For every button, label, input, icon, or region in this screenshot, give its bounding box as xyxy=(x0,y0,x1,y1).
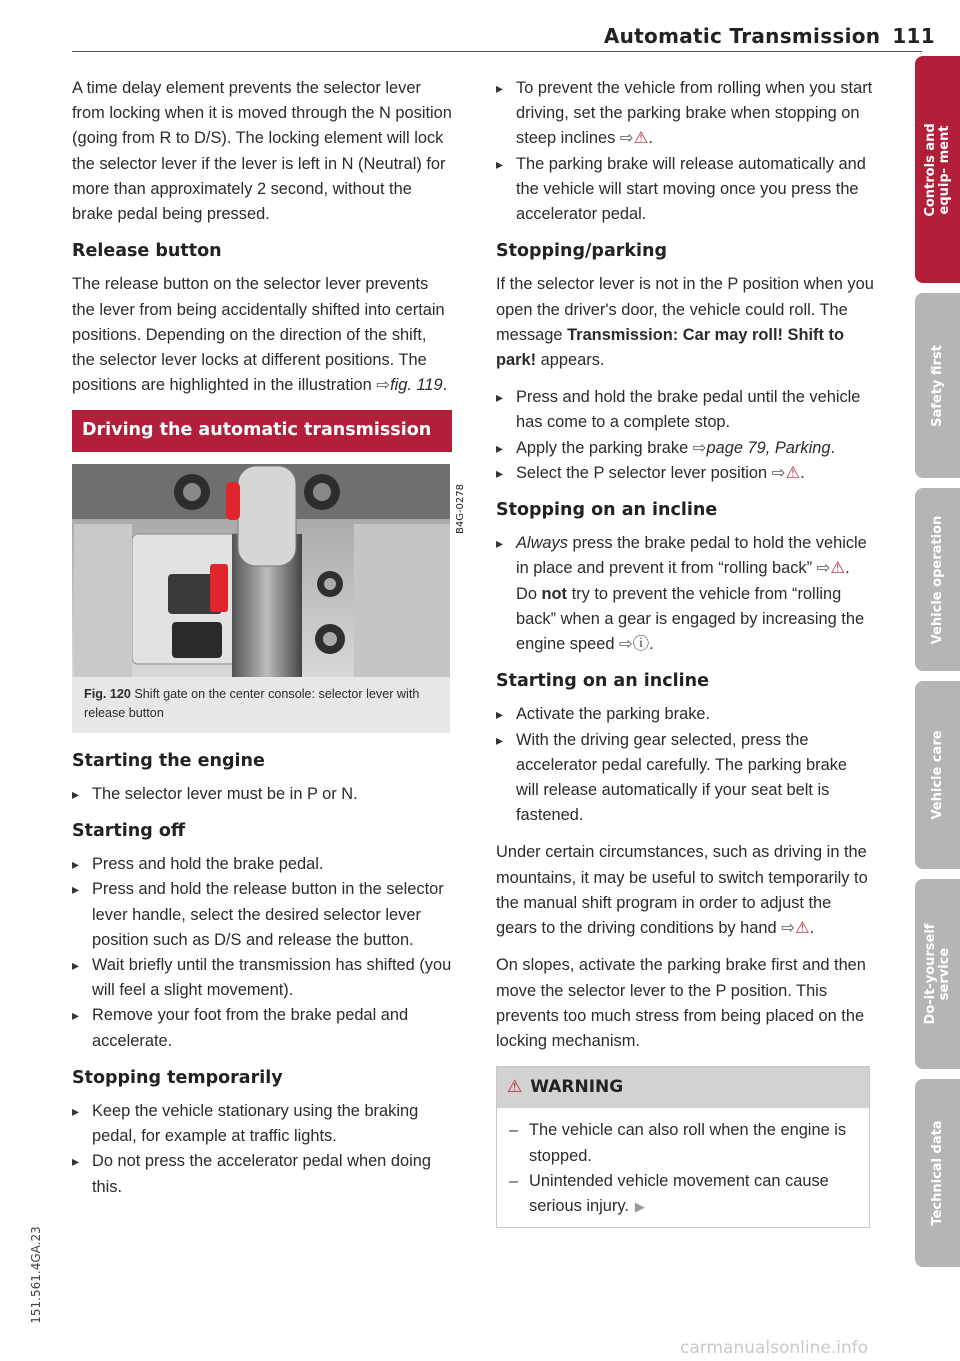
list-item-text: Apply the parking brake xyxy=(516,438,689,457)
section-title: Driving the automatic transmission xyxy=(72,410,452,451)
mountain-paragraph: Under certain circumstances, such as driving in the mountains, it may be useful to switch temporarily to the manual shift program in order to adjust the gears to the driving conditions by hand ⇨⚠. xyxy=(496,843,868,938)
stopping-incline-list xyxy=(496,531,874,657)
tab-vehicle-care[interactable] xyxy=(915,681,960,869)
tab-vehicle-operation[interactable] xyxy=(915,488,960,671)
warning-icon[interactable]: ⚠ xyxy=(794,919,810,938)
page-header xyxy=(495,24,935,48)
list-item: ▸ Press and hold the brake pedal. xyxy=(72,852,452,877)
emphasis-always: Always xyxy=(516,534,568,553)
release-paragraph: The release button on the selector lever prevents the lever from being accidentally shifted into certain positions. Depending on the direction of the shift, the selector lever locks at different positions. The positions are highlighted in the illustration ⇨fig. 119. xyxy=(72,275,448,395)
warning-header xyxy=(497,1067,869,1108)
side-code xyxy=(26,1210,46,1340)
mountain-text: Under certain circumstances, such as driving in the mountains, it may be useful to switch temporarily to the manual shift program in order to adjust the gears to the driving conditions by hand xyxy=(496,843,868,938)
tab-safety-first[interactable] xyxy=(915,293,960,478)
figure-caption xyxy=(72,677,450,733)
arrow-icon: ⇨ xyxy=(781,919,795,938)
warning-triangle-icon: ⚠ xyxy=(507,1077,523,1098)
list-item: ▸ Remove your foot from the brake pedal and accelerate. xyxy=(72,1003,452,1053)
caption-label: Fig. 120 xyxy=(84,686,131,701)
list-item: ▸ Always press the brake pedal to hold the vehicle in place and prevent it from “rolling back” ⇨⚠. Do not try to prevent the vehicle from “rolling back” when a gear is engaged by increasing the engine speed ⇨ⓘ. xyxy=(496,531,874,657)
release-text: The release button on the selector lever prevents the lever from being accidentally shifted into certain positions. Depending on the direction of the shift, the selector lever locks at different positions. The positions are highlighted in the illustration xyxy=(72,275,445,395)
chapter-title: Automatic Transmission xyxy=(603,24,881,48)
warning-title: WARNING xyxy=(530,1077,624,1098)
tab-label: Vehicle care xyxy=(929,730,945,820)
intro-paragraph: A time delay element prevents the selector lever from locking when it is moved through the N position (going from R to D/S). The locking element will lock the selector lever if the lever is left in N (Neutral) for more than approximately 2 second, without the brake pedal being pressed. xyxy=(72,79,452,224)
release-heading: Release button xyxy=(72,241,222,262)
list-item: ▸ Press and hold the release button in the selector lever handle, select the desired selector lever position such as D/S and release the button. xyxy=(72,877,452,953)
stopping-parking-heading: Stopping/parking xyxy=(496,241,668,262)
arrow-icon: ⇨ xyxy=(771,463,786,482)
list-item-text: try to prevent the vehicle from “rolling back” when a gear is engaged by increasing the engine speed xyxy=(516,584,865,654)
list-item: ▸ Activate the parking brake. xyxy=(496,702,874,727)
figure-120 xyxy=(72,464,466,677)
list-item-text: Select the P selector lever position xyxy=(516,463,768,482)
arrow-icon: ⇨ xyxy=(619,635,633,654)
tab-label: Do-it-yourself service xyxy=(922,923,952,1025)
starting-engine-list xyxy=(72,782,452,807)
left-column xyxy=(72,76,466,1212)
list-item: ▸ To prevent the vehicle from rolling when you start driving, set the parking brake when stopping on steep inclines ⇨⚠. xyxy=(496,76,874,152)
tab-label: Controls and equip- ment xyxy=(922,122,952,217)
starting-incline-heading: Starting on an incline xyxy=(496,671,709,692)
list-item: ▸ Select the P selector lever position ⇨⚠. xyxy=(496,461,874,486)
list-item-text: To prevent the vehicle from rolling when you start driving, set the parking brake when stopping on steep inclines xyxy=(516,79,873,148)
tab-controls-and-equipment[interactable] xyxy=(915,56,960,283)
list-item xyxy=(497,1169,869,1219)
warning-icon[interactable]: ⚠ xyxy=(633,129,649,148)
warning-box xyxy=(496,1066,870,1228)
arrow-icon: ⇨ xyxy=(692,438,707,457)
list-item: ▸ With the driving gear selected, press the accelerator pedal carefully. The parking brake will release automatically if your seat belt is fastened. xyxy=(496,728,874,829)
parking-text-end: appears. xyxy=(540,351,605,370)
page-number: 111 xyxy=(892,24,935,48)
warning-icon[interactable]: ⚠ xyxy=(830,559,846,578)
list-item: ▸ The selector lever must be in P or N. xyxy=(72,782,452,807)
transmission-message: Transmission: Car may roll! Shift to park! xyxy=(496,325,844,370)
list-item: – The vehicle can also roll when the engine is stopped. xyxy=(497,1118,869,1168)
watermark: carmanualsonline.info xyxy=(680,1338,869,1358)
slopes-paragraph: On slopes, activate the parking brake first and then move the selector lever to the P position. This prevents too much stress from being placed on the locking mechanism. xyxy=(496,956,866,1050)
list-item: ▸ Do not press the accelerator pedal when doing this. xyxy=(72,1149,452,1199)
warning-list xyxy=(497,1118,869,1219)
caption-text: Shift gate on the center console: selector lever with release button xyxy=(84,686,420,720)
starting-off-list xyxy=(72,852,452,1054)
arrow-icon: ⇨ xyxy=(816,559,831,578)
warning-icon[interactable]: ⚠ xyxy=(785,463,801,482)
tab-do-it-yourself-service[interactable] xyxy=(915,879,960,1069)
parking-list xyxy=(496,385,874,486)
list-item: ▸ The parking brake will release automatically and the vehicle will start moving once you press the accelerator pedal. xyxy=(496,152,874,228)
figure-code: B4G-0278 xyxy=(455,483,466,534)
header-rule xyxy=(72,51,922,52)
continue-arrow-icon: ▶ xyxy=(634,1198,645,1214)
starting-off-heading: Starting off xyxy=(72,821,186,842)
tab-technical-data[interactable] xyxy=(915,1079,960,1267)
incline-list xyxy=(496,76,874,227)
right-column xyxy=(496,76,874,1228)
stopping-temporarily-heading: Stopping temporarily xyxy=(72,1067,283,1088)
list-item: ▸ Keep the vehicle stationary using the braking pedal, for example at traffic lights. xyxy=(72,1099,452,1149)
list-item: ▸ Apply the parking brake ⇨page 79, Parking. xyxy=(496,436,874,461)
starting-engine-heading: Starting the engine xyxy=(72,750,265,771)
tab-label: Safety first xyxy=(929,344,945,427)
figure-reference[interactable]: fig. 119 xyxy=(390,376,443,395)
shift-gate-illustration xyxy=(72,464,450,677)
emphasis-not: not xyxy=(541,584,567,603)
arrow-icon: ⇨ xyxy=(619,129,634,148)
starting-incline-list xyxy=(496,702,874,828)
chapter-tabs xyxy=(915,56,960,1277)
caution-icon[interactable]: ⓘ xyxy=(632,635,650,654)
arrow-icon: ⇨ xyxy=(376,376,391,395)
list-item-text: Unintended vehicle movement can cause serious injury. xyxy=(529,1171,829,1215)
parking-text: If the selector lever is not in the P position when you open the driver's door, the vehicle could roll. The message xyxy=(496,275,874,344)
list-item: ▸ Press and hold the brake pedal until the vehicle has come to a complete stop. xyxy=(496,385,874,435)
stopping-incline-heading: Stopping on an incline xyxy=(496,500,718,521)
side-code-text: 151.561.4GA.23 xyxy=(29,1226,43,1324)
tab-label: Technical data xyxy=(929,1120,945,1226)
page-reference[interactable]: page 79, Parking xyxy=(706,438,831,457)
tab-label: Vehicle operation xyxy=(929,515,945,644)
parking-paragraph xyxy=(496,272,874,373)
list-item-text: press the brake pedal to hold the vehicle in place and prevent it from “rolling back” xyxy=(516,534,867,578)
list-item-text: Do xyxy=(516,584,537,603)
list-item: ▸ Wait briefly until the transmission has shifted (you will feel a slight movement). xyxy=(72,953,452,1003)
stopping-temporarily-list xyxy=(72,1099,452,1200)
